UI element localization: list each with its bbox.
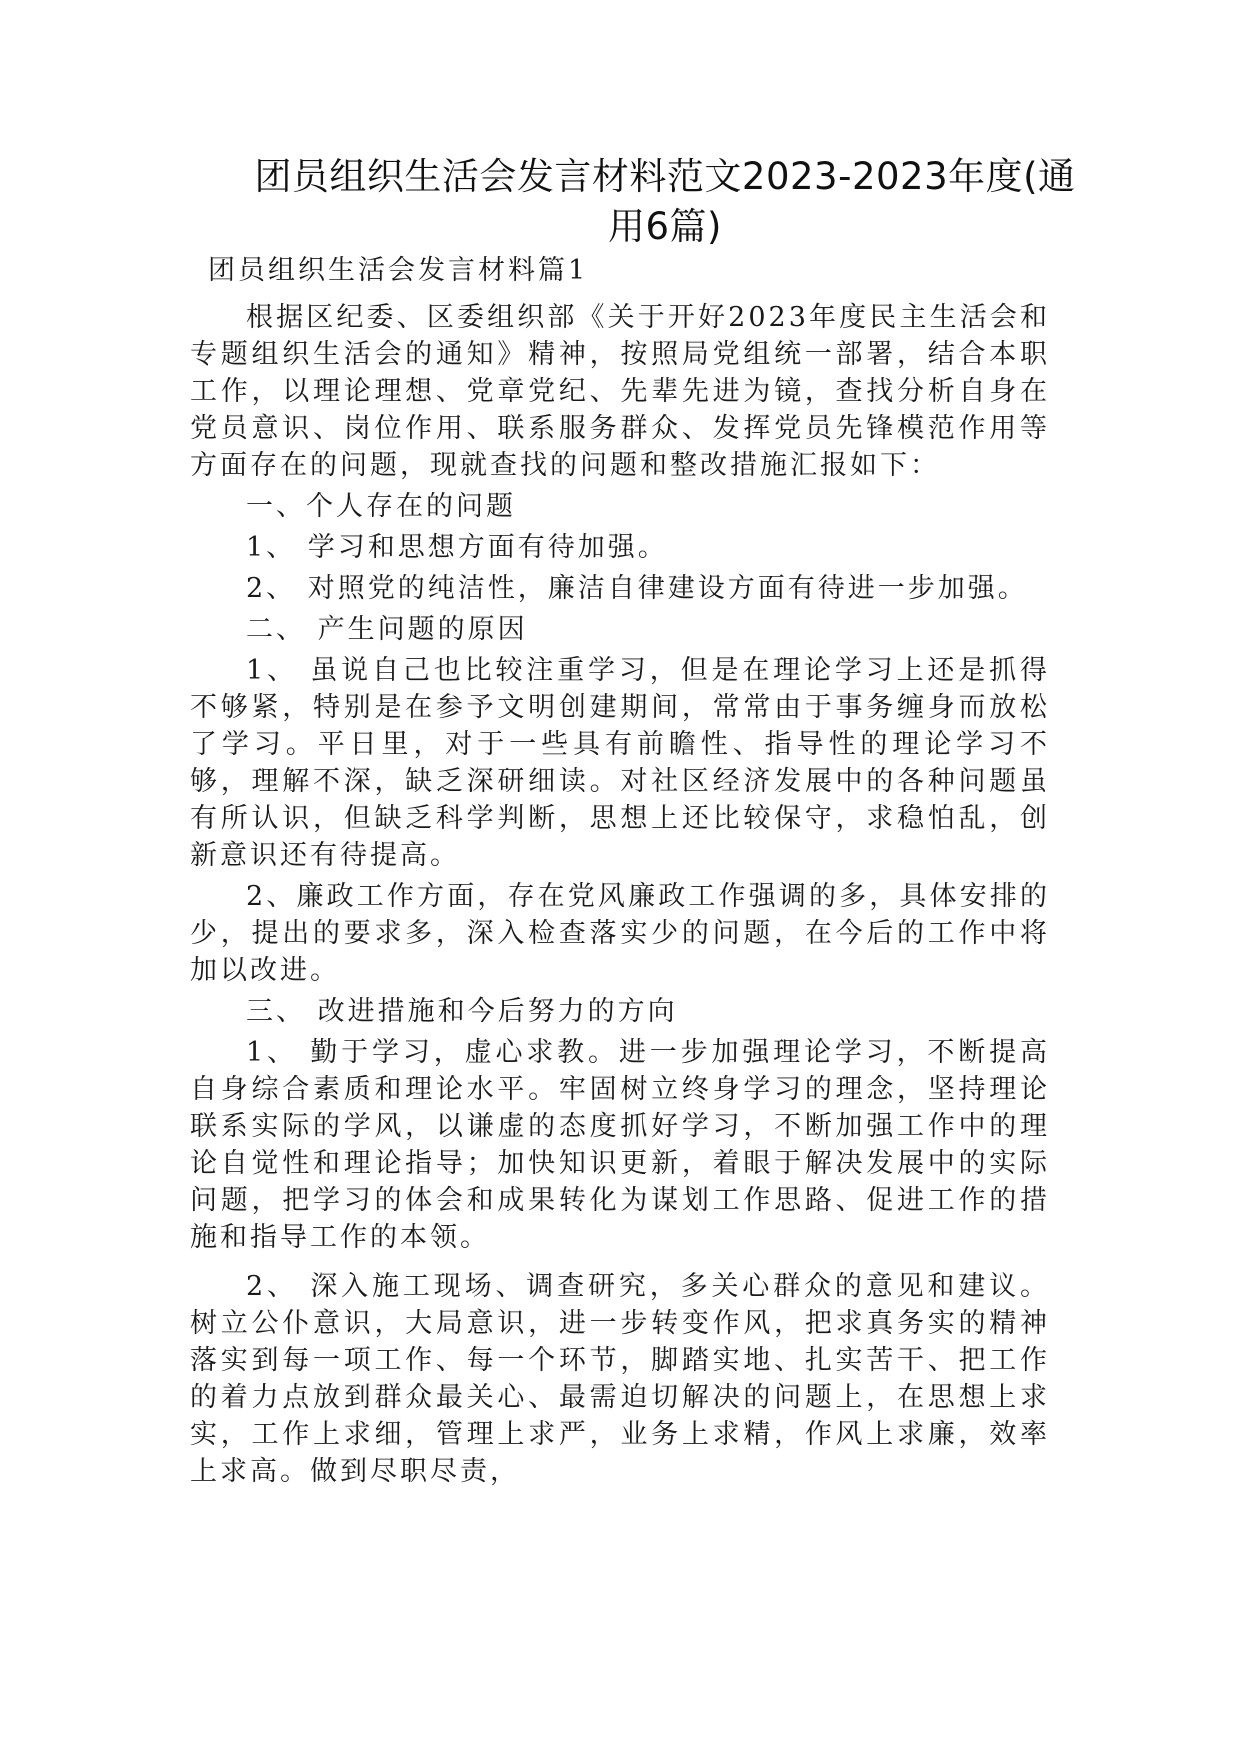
problem-item-1: 1、 学习和思想方面有待加强。 [246,532,668,563]
section-title: 团员组织生活会发言材料篇1 [208,255,589,286]
cause-item-1: 1、 虽说自己也比较注重学习，但是在理论学习上还是抓得不够紧，特别是在参予文明创建期间，常常由于事务缠身而放松了学习。平日里，对于一些具有前瞻性、指导性的理论学习不够，理解不深，缺乏深研细读。对社区经济发展中的各种问题虽有所认识，但缺乏科学判断，思想上还比较保守，求稳怕乱，创新意识还有待提高。 [190,655,1050,871]
document-body [190,252,1050,1494]
cause-item-2: 2、廉政工作方面，存在党风廉政工作强调的多，具体安排的少，提出的要求多，深入检查落实少的问题，在今后的工作中将加以改进。 [190,881,1050,986]
improvement-item-1: 1、 勤于学习，虚心求教。进一步加强理论学习，不断提高自身综合素质和理论水平。牢固树立终身学习的理念，坚持理论联系实际的学风，以谦虚的态度抓好学习，不断加强工作中的理论自觉性和理论指导；加快知识更新，着眼于解决发展中的实际问题，把学习的体会和成果转化为谋划工作思路、促进工作的措施和指导工作的本领。 [190,1037,1050,1253]
heading-personal-problems: 一、个人存在的问题 [246,491,516,522]
document-title: 团员组织生活会发言材料范文2023-2023年度(通用6篇) [254,155,1076,248]
intro-paragraph: 根据区纪委、区委组织部《关于开好2023年度民主生活会和专题组织生活会的通知》精神，按照局党组统一部署，结合本职工作，以理论理想、党章党纪、先辈先进为镜，查找分析自身在党员意识、岗位作用、联系服务群众、发挥党员先锋模范作用等方面存在的问题，现就查找的问题和整改措施汇报如下： [190,302,1050,481]
improvement-item-2: 2、 深入施工现场、调查研究，多关心群众的意见和建议。树立公仆意识，大局意识，进一步转变作风，把求真务实的精神落实到每一项工作、每一个环节，脚踏实地、扎实苦干、把工作的着力点放到群众最关心、最需迫切解决的问题上，在思想上求实，工作上求细，管理上求严，业务上求精，作风上求廉，效率上求高。做到尽职尽责， [190,1271,1050,1487]
problem-item-2: 2、 对照党的纯洁性，廉洁自律建设方面有待进一步加强。 [246,573,1028,604]
heading-causes: 二、 产生问题的原因 [246,614,528,645]
heading-improvements: 三、 改进措施和今后努力的方向 [246,996,678,1027]
